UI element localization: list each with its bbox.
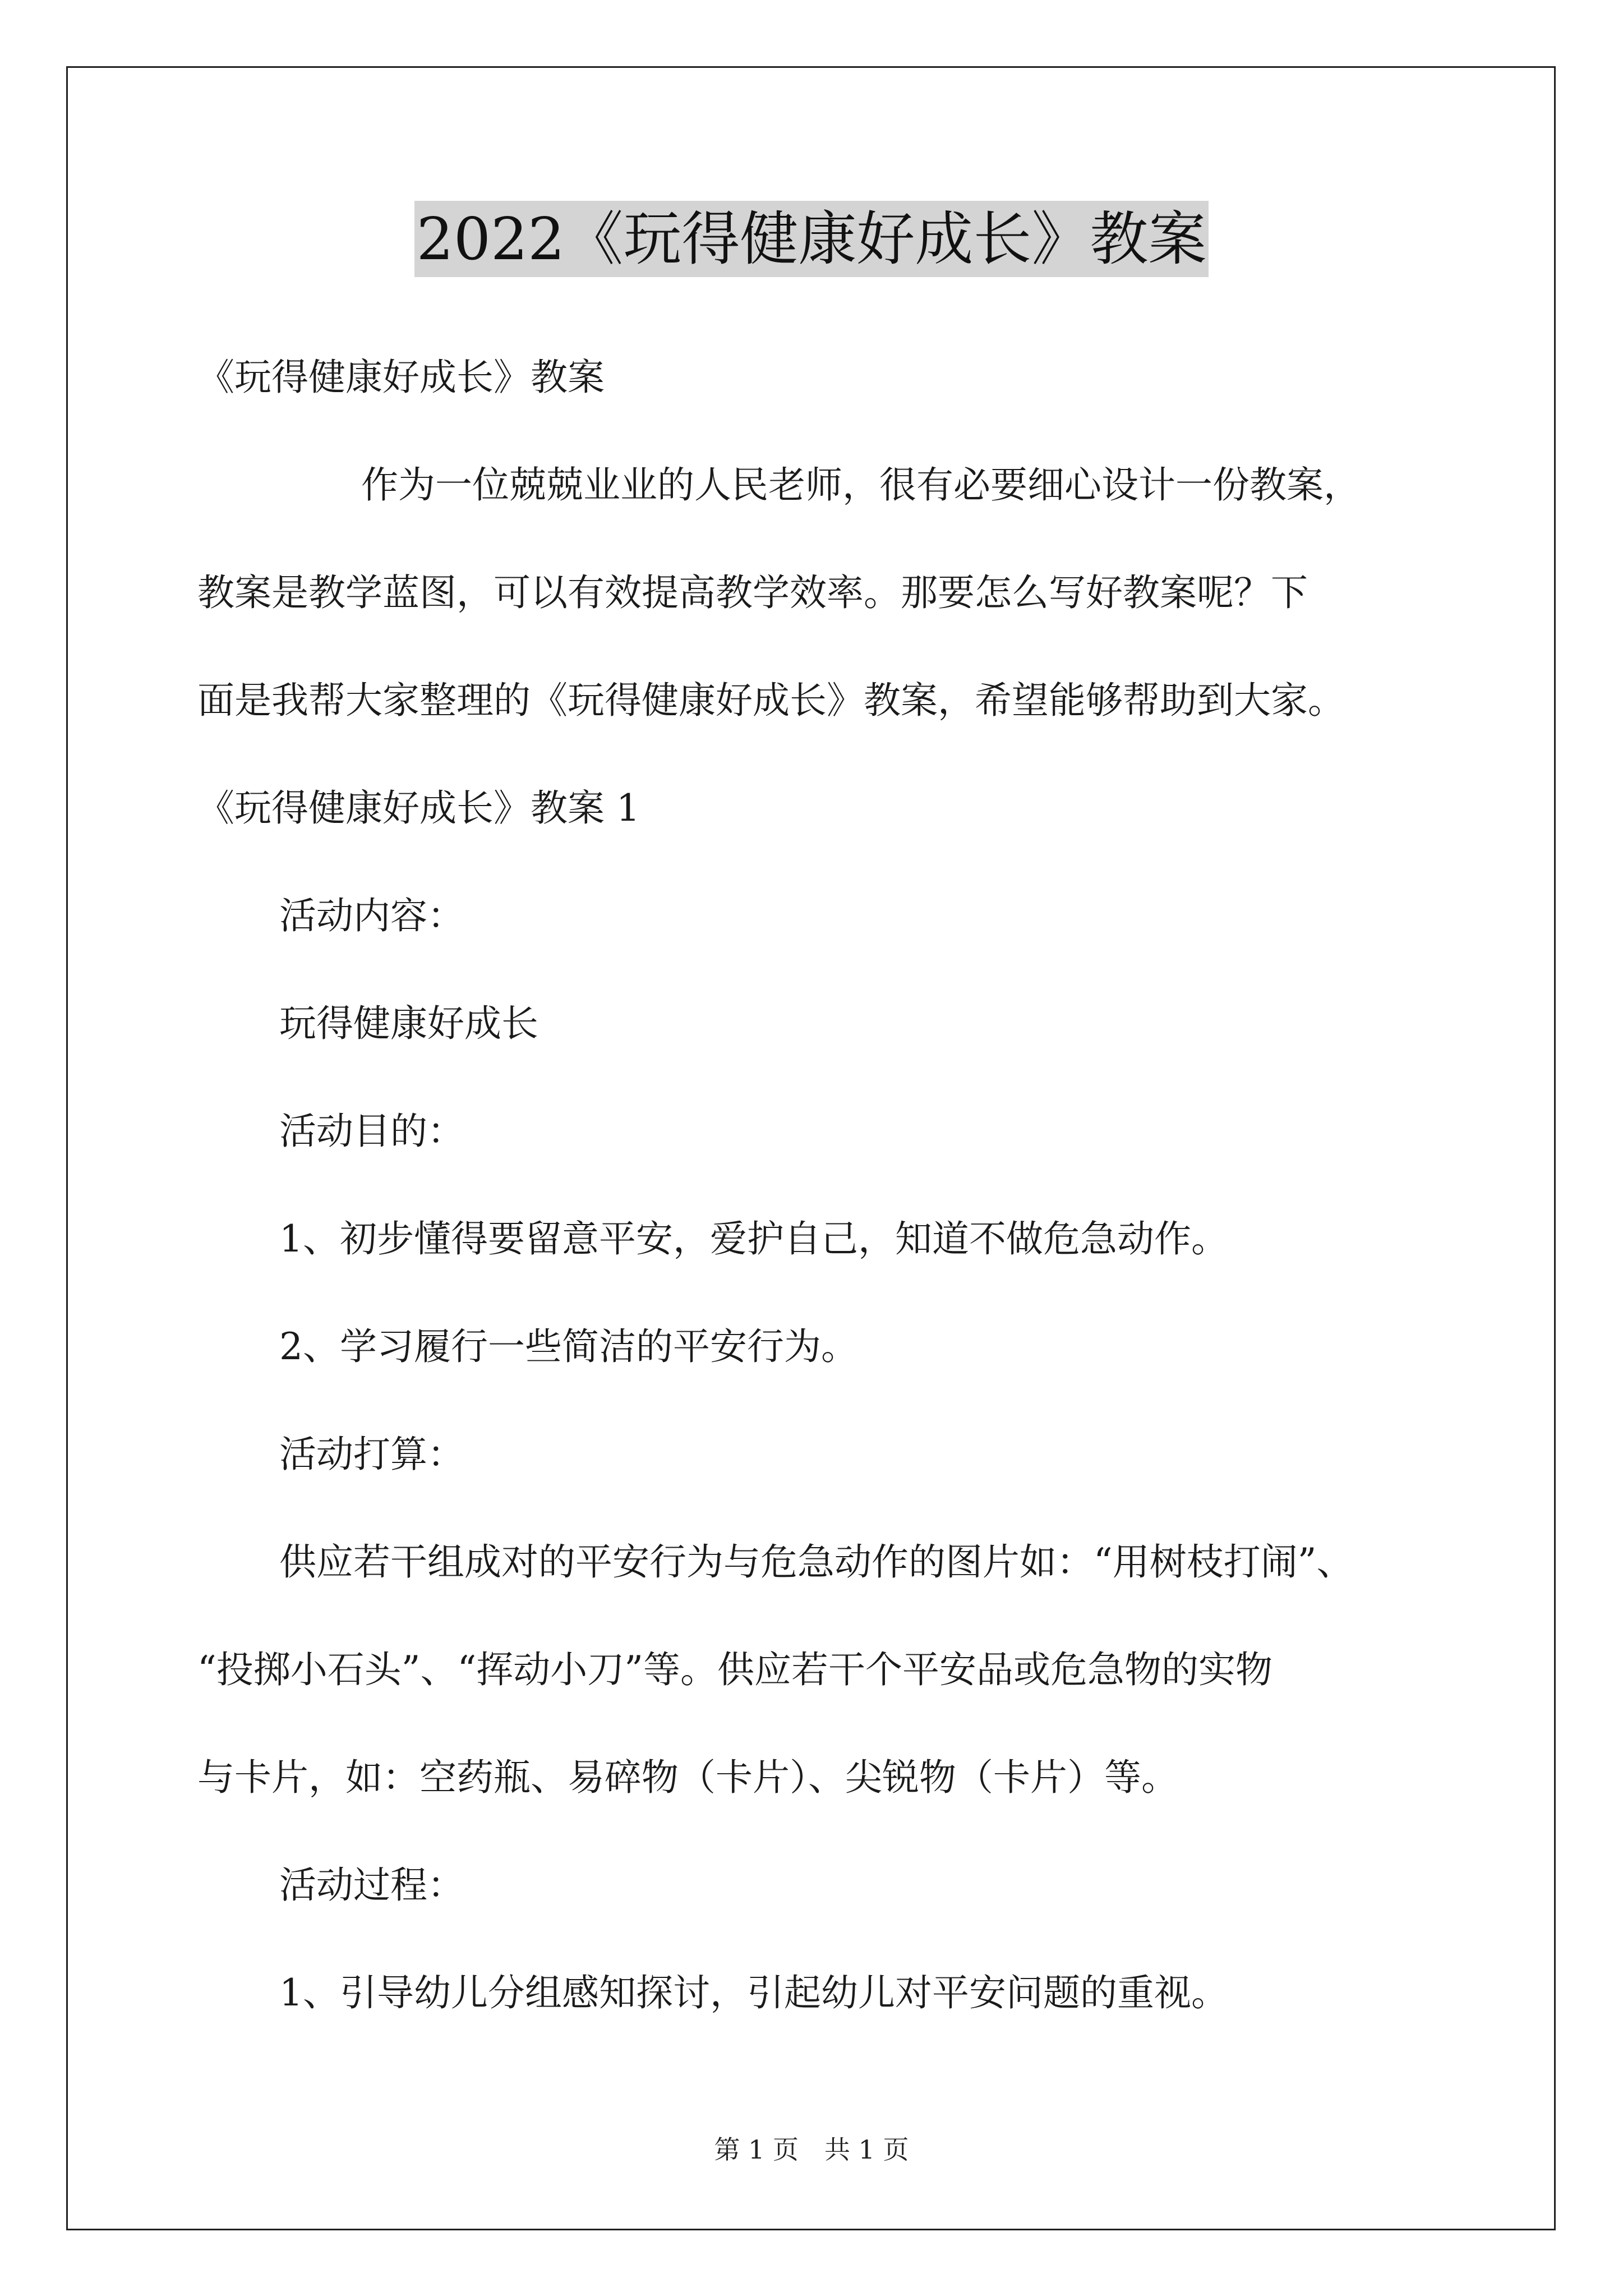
intro-line: 作为一位兢兢业业的人民老师，很有必要细心设计一份教案， [361,463,1361,507]
title-container [0,201,1623,277]
page-number: 第 1 页 共 1 页 [714,2134,909,2165]
goal-item: 2、学习履行一些简洁的平安行为。 [279,1325,858,1368]
intro-line: 面是我帮大家整理的《玩得健康好成长》教案，希望能够帮助到大家。 [197,679,1345,722]
prep-heading: 活动打算： [279,1433,464,1476]
prep-line: 供应若干组成对的平安行为与危急动作的图片如：“用树枝打闹”、 [279,1540,1354,1584]
goal-item: 1、初步懂得要留意平安，爱护自己，知道不做危急动作。 [279,1217,1228,1260]
intro-line: 教案是教学蓝图，可以有效提高教学效率。那要怎么写好教案呢？下 [197,571,1308,614]
section-heading: 《玩得健康好成长》教案 1 [197,786,640,830]
content-text: 玩得健康好成长 [279,1002,538,1045]
prep-line: “投掷小石头”、“挥动小刀”等。供应若干个平安品或危急物的实物 [197,1648,1272,1691]
subtitle: 《玩得健康好成长》教案 [197,356,605,399]
prep-line: 与卡片，如：空药瓶、易碎物（卡片）、尖锐物（卡片）等。 [197,1756,1178,1799]
process-heading: 活动过程： [279,1864,464,1907]
document-title[interactable]: 2022《玩得健康好成长》教案 [414,201,1209,277]
process-step: 1、引导幼儿分组感知探讨，引起幼儿对平安问题的重视。 [279,1971,1228,2014]
goal-heading: 活动目的： [279,1110,464,1153]
content-heading: 活动内容： [279,894,464,937]
